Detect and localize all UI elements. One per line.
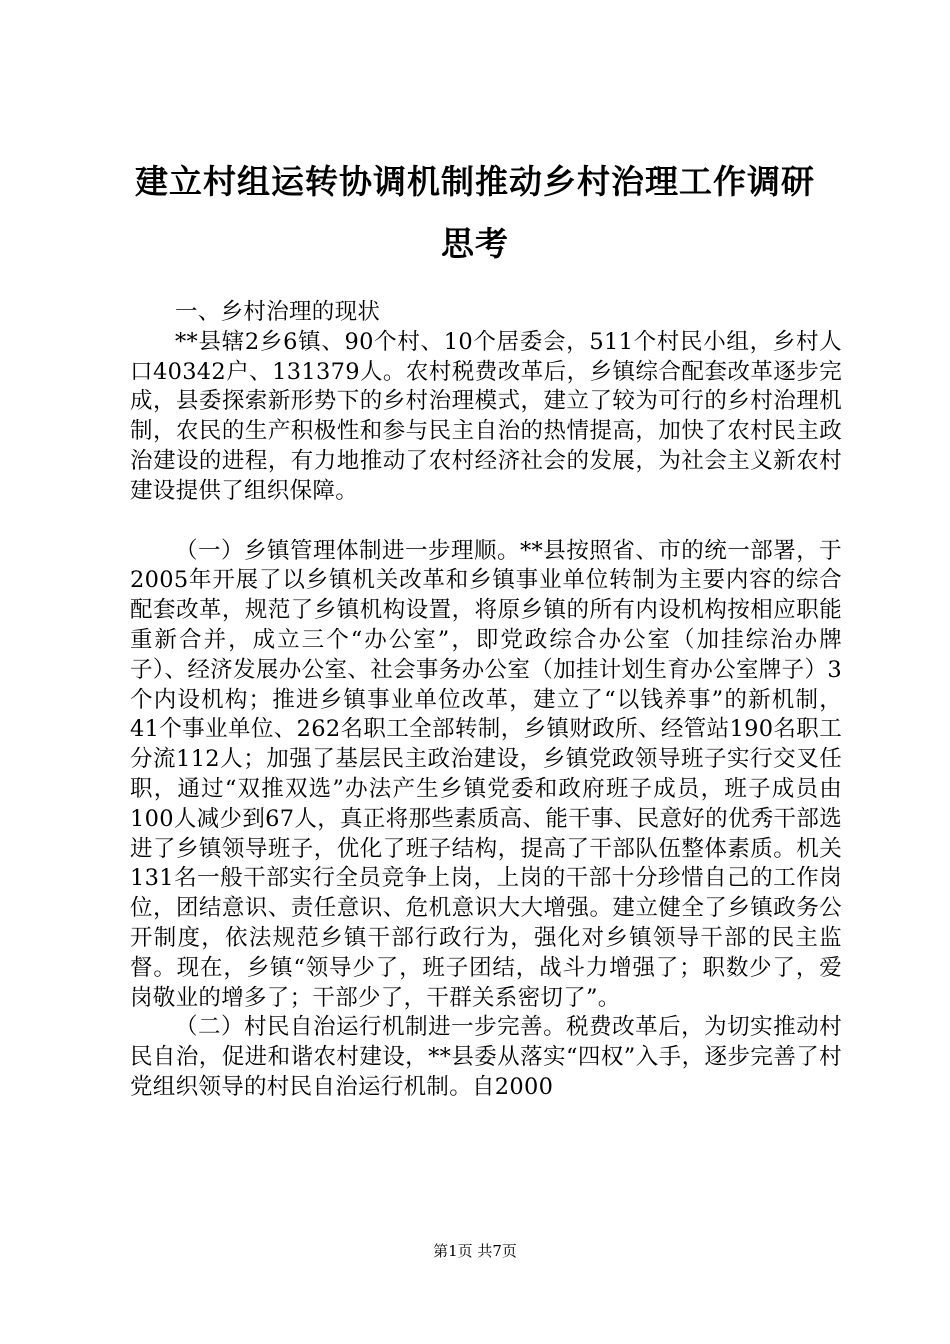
section-heading: 一、乡村治理的现状 <box>175 299 381 325</box>
document-title-line-2: 思考 <box>441 224 509 263</box>
document-title-line-1: 建立村组运转协调机制推动乡村治理工作调研 <box>135 162 815 201</box>
paragraph-overview: **县辖2乡6镇、90个村、10个居委会，511个村民小组，乡村人口40342户、131379人。农村税费改革后，乡镇综合配套改革逐步完成，县委探索新形势下的乡村治理模式，建立了较为可行的乡村治理机制，农民的生产积极性和参与民主自治的热情提高，加快了农村民主政治建设的进程，有力地推动了农村经济社会的发展，为社会主义新农村建设提供了组织保障。 <box>130 328 842 504</box>
paragraph-township-management: （一）乡镇管理体制进一步理顺。**县按照省、市的统一部署，于2005年开展了以乡镇机关改革和乡镇事业单位转制为主要内容的综合配套改革，规范了乡镇机构设置，将原乡镇的所有内设机构按相应职能重新合并，成立三个“办公室”，即党政综合办公室（加挂综治办牌子）、经济发展办公室、社会事务办公室（加挂计划生育办公室牌子）3个内设机构；推进乡镇事业单位改革，建立了“以钱养事”的新机制，41个事业单位、262名职工全部转制，乡镇财政所、经管站190名职工分流112人；加强了基层民主政治建设，乡镇党政领导班子实行交叉任职，通过“双推双选”办法产生乡镇党委和政府班子成员，班子成员由100人减少到67人，真正将那些素质高、能干事、民意好的优秀干部选进了乡镇领导班子，优化了班子结构，提高了干部队伍整体素质。机关131名一般干部实行全员竞争上岗，上岗的干部十分珍惜自己的工作岗位，团结意识、责任意识、危机意识大大增强。建立健全了乡镇政务公开制度，依法规范乡镇干部行政行为，强化对乡镇领导干部的民主监督。现在，乡镇“领导少了，班子团结，战斗力增强了；职数少了，爱岗敬业的增多了；干部少了，干群关系密切了”。 <box>130 537 842 1011</box>
paragraph-villager-autonomy: （二）村民自治运行机制进一步完善。税费改革后，为切实推动村民自治，促进和谐农村建设，**县委从落实“四权”入手，逐步完善了村党组织领导的村民自治运行机制。自2000 <box>130 1014 842 1100</box>
page-number-footer: 第1页 共7页 <box>433 1242 517 1260</box>
document-body <box>130 298 842 1103</box>
